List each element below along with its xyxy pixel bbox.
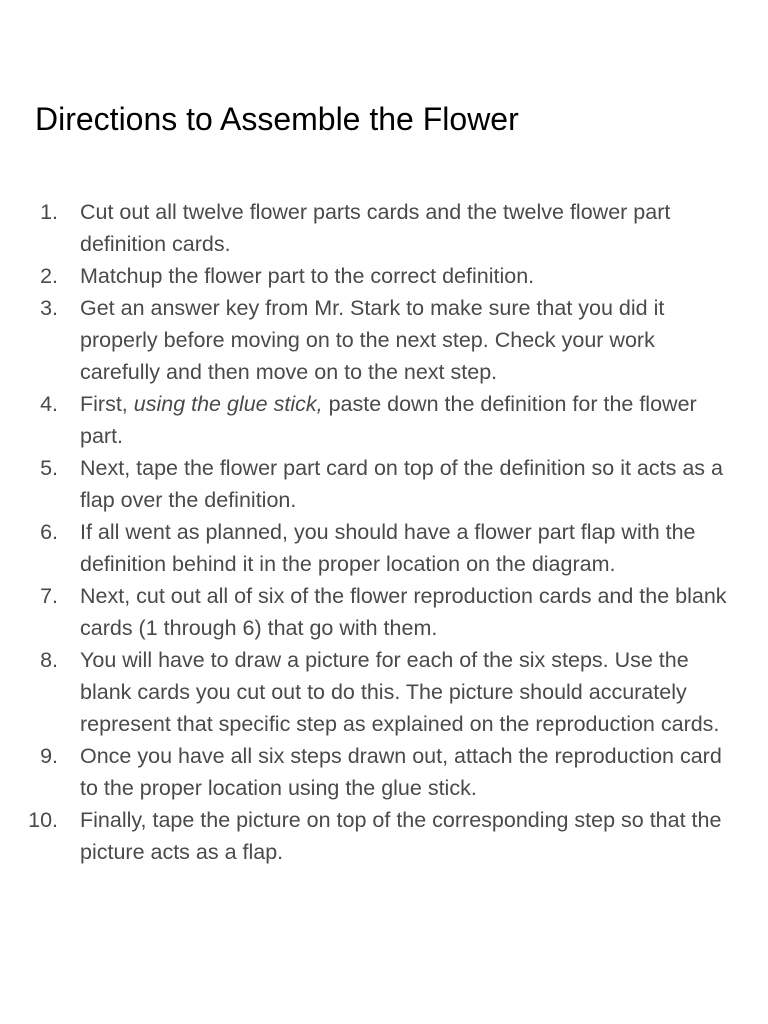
- step-text: Get an answer key from Mr. Stark to make sure that you did it properly before moving on to the next step. Check your work carefully and then move on to the next step.: [80, 296, 665, 384]
- step-text: Next, tape the flower part card on top of the definition so it acts as a flap over the definition.: [80, 456, 723, 512]
- step-text: [80, 388, 738, 452]
- list-item: [0, 388, 768, 452]
- directions-list: [0, 196, 768, 868]
- step-text: Once you have all six steps drawn out, attach the reproduction card to the proper location using the glue stick.: [80, 744, 722, 800]
- step-number: 10.: [28, 808, 58, 832]
- step-number: 2.: [40, 264, 58, 288]
- step-text: If all went as planned, you should have a flower part flap with the definition behind it in the proper location on the diagram.: [80, 520, 696, 576]
- step-number: 3.: [40, 296, 58, 320]
- step-text-end: paste down the definition for the flower part.: [80, 392, 697, 448]
- step-text: Cut out all twelve flower parts cards and the twelve flower part definition cards.: [80, 200, 671, 256]
- step-number: 6.: [40, 520, 58, 544]
- list-item: [0, 292, 768, 388]
- step-text: Matchup the flower part to the correct definition.: [80, 264, 535, 288]
- step-number: 8.: [40, 648, 58, 672]
- step-number: 5.: [40, 456, 58, 480]
- list-item: [0, 804, 768, 868]
- step-text: Finally, tape the picture on top of the corresponding step so that the picture acts as a flap.: [80, 808, 722, 864]
- step-text-emphasis: using the glue stick,: [133, 392, 323, 416]
- list-item: [0, 196, 768, 260]
- list-item: [0, 260, 768, 292]
- list-item: [0, 452, 768, 516]
- list-item: [0, 516, 768, 580]
- step-number: 1.: [40, 200, 58, 224]
- list-item: [0, 740, 768, 804]
- page-title: Directions to Assemble the Flower: [35, 101, 519, 137]
- step-number: 7.: [40, 584, 58, 608]
- list-item: [0, 644, 768, 740]
- step-text-start: First,: [80, 392, 134, 416]
- step-number: 4.: [40, 392, 58, 416]
- list-item: [0, 580, 768, 644]
- step-text: Next, cut out all of six of the flower reproduction cards and the blank cards (1 through 6) that go with them.: [80, 584, 727, 640]
- step-text: You will have to draw a picture for each of the six steps. Use the blank cards you cut out to do this. The picture should accurately represent that specific step as explained on the reproduction cards.: [80, 648, 720, 736]
- step-number: 9.: [40, 744, 58, 768]
